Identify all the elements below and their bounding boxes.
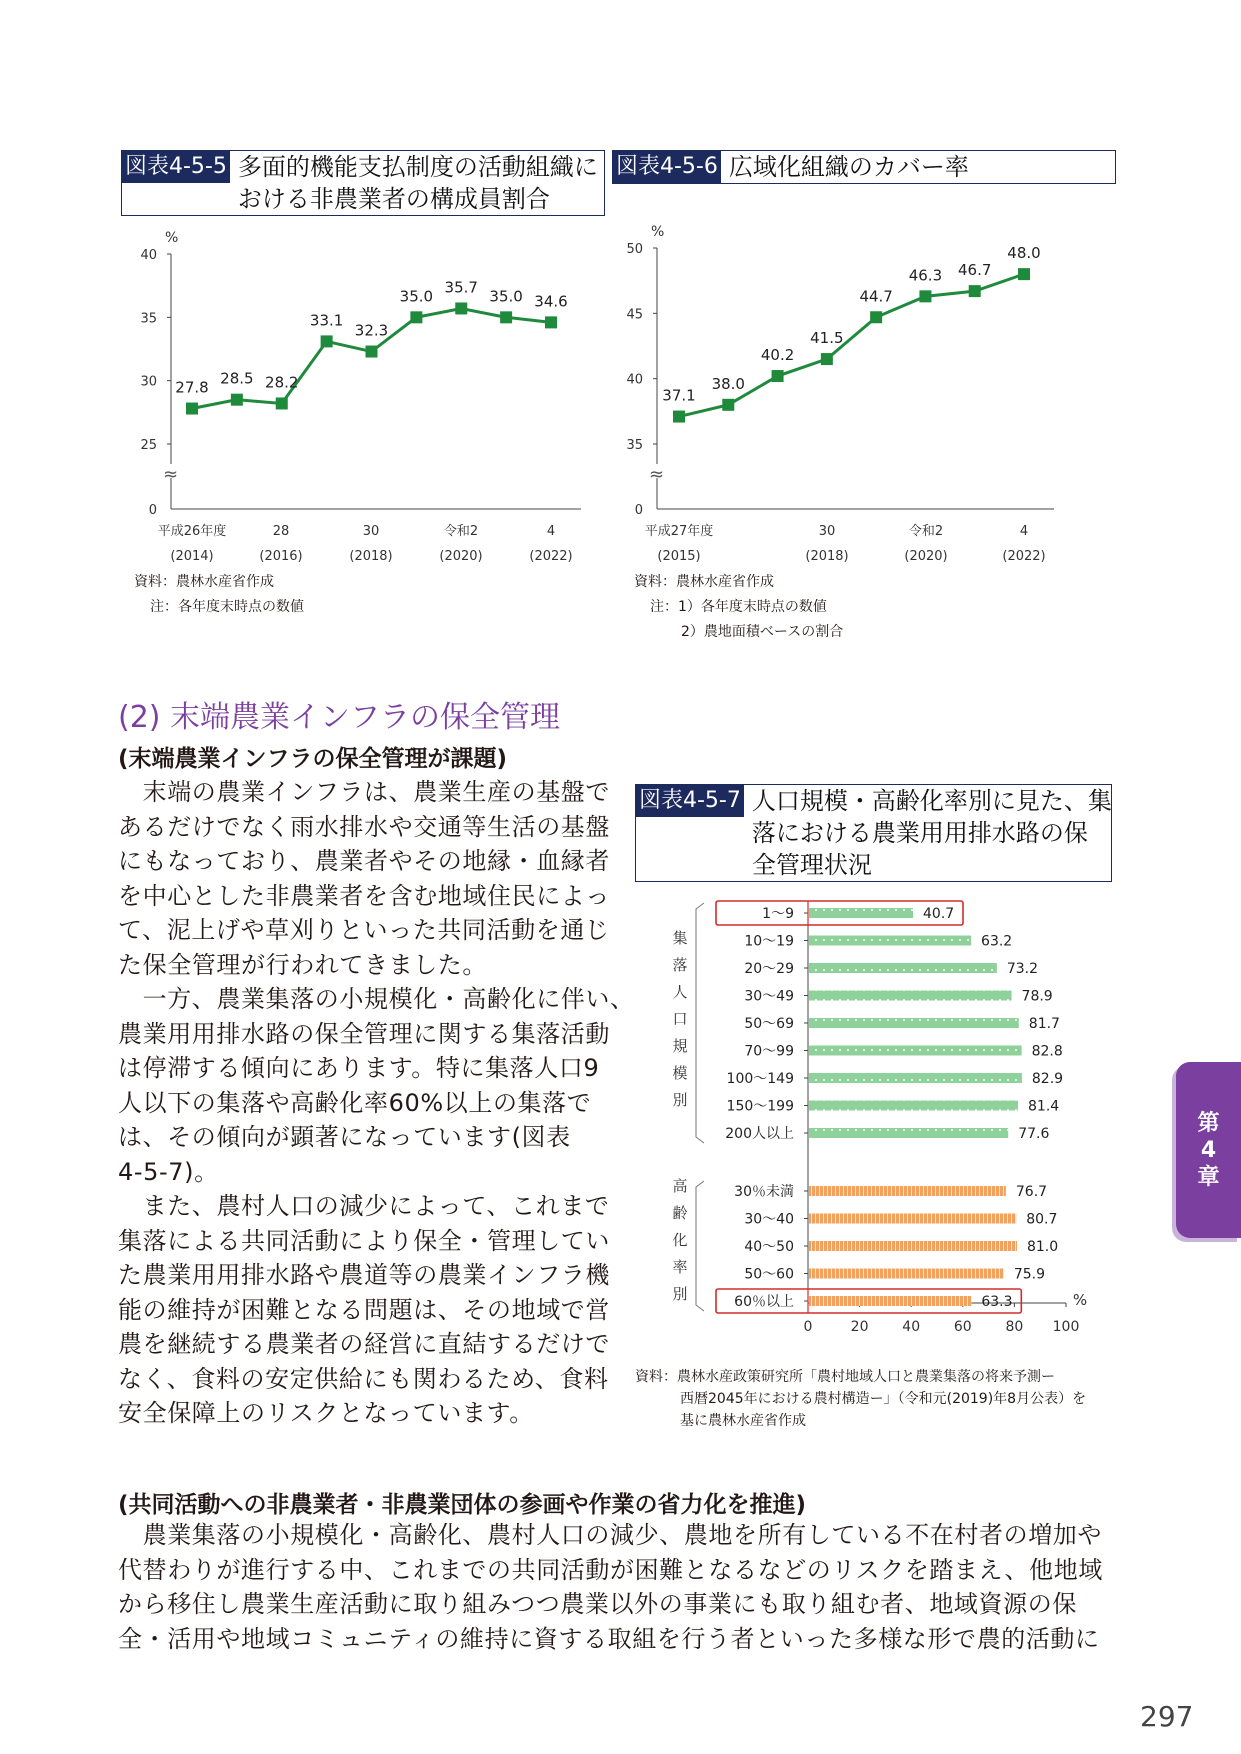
bar xyxy=(809,963,997,973)
group-label-char: 別 xyxy=(672,1285,688,1303)
source-line: 基に農林水産省作成 xyxy=(680,1413,806,1429)
y-tick-label: 30 xyxy=(140,374,157,390)
data-label: 32.3 xyxy=(354,321,389,340)
chart1-note: 注：各年度末時点の数値 xyxy=(150,599,304,615)
x-tick-label: 30 xyxy=(818,524,836,539)
bar-value-label: 82.9 xyxy=(1031,1071,1064,1087)
body-line: 代替わりが進行する中、これまでの共同活動が困難となるなどのリスクを踏まえ、他地域 xyxy=(118,1555,1103,1584)
y-tick-label: 40 xyxy=(140,248,157,263)
chapter-tab-char: 4 xyxy=(1200,1137,1217,1163)
chapter-tab-char: 第 xyxy=(1197,1110,1220,1136)
data-point xyxy=(919,290,931,302)
subheading-2: (共同活動への非農業者・非農業団体の参画や作業の省力化を推進) xyxy=(118,1492,807,1518)
category-label: 20〜29 xyxy=(744,961,794,977)
category-label: 50〜69 xyxy=(744,1016,794,1032)
bar xyxy=(809,1296,971,1306)
group-label-char: 落 xyxy=(672,956,688,974)
category-label: 200人以上 xyxy=(725,1126,794,1142)
bar xyxy=(809,1269,1004,1279)
x-tick-label: 30 xyxy=(362,524,380,539)
x-tick-label: (2020) xyxy=(439,549,483,564)
figure-title xyxy=(230,151,602,215)
bar-value-label: 75.9 xyxy=(1013,1266,1045,1283)
y-tick-label: 0 xyxy=(148,503,157,518)
group-label-char: 模 xyxy=(672,1064,688,1082)
bar xyxy=(809,991,1012,1001)
data-point xyxy=(545,316,557,328)
category-label: 1〜9 xyxy=(762,906,794,922)
y-axis-unit: % xyxy=(165,230,179,246)
group-label-char: 高 xyxy=(672,1177,688,1195)
bar xyxy=(809,1073,1022,1083)
chart2-source: 資料：農林水産省作成 xyxy=(634,574,774,590)
subheading-1: (末端農業インフラの保全管理が課題) xyxy=(118,746,508,772)
data-point xyxy=(870,311,882,323)
data-label: 35.0 xyxy=(399,287,434,306)
bar-value-label: 63.3 xyxy=(981,1294,1013,1310)
x-tick-label: 100 xyxy=(1052,1319,1080,1335)
data-label: 38.0 xyxy=(711,374,745,393)
body-line: は停滞する傾向にあります。特に集落人口9 xyxy=(118,1054,600,1082)
body-line: 人以下の集落や高齢化率60%以上の集落で xyxy=(118,1088,592,1117)
chart-canal-management xyxy=(660,895,1110,1355)
figure-title-line: 落における農業用用排水路の保 xyxy=(751,819,1088,847)
y-tick-label: 0 xyxy=(634,503,643,518)
bar-value-label: 76.7 xyxy=(1015,1184,1048,1200)
body-line: た農業用用排水路や農道等の農業インフラ機 xyxy=(118,1261,610,1289)
source-line: 西暦2045年における農村構造ー」（令和元(2019)年8月公表）を xyxy=(680,1391,1087,1407)
data-label: 46.3 xyxy=(908,266,943,285)
bar-value-label: 63.2 xyxy=(981,933,1013,950)
x-tick-label: 20 xyxy=(850,1319,869,1335)
chart2-note-1: 注：1）各年度末時点の数値 xyxy=(650,599,827,615)
group-label-char: 別 xyxy=(672,1091,688,1109)
group-bracket xyxy=(696,1181,704,1311)
y-tick-label: 35 xyxy=(626,438,643,453)
y-tick-label: 40 xyxy=(626,372,643,388)
x-tick-label: 40 xyxy=(902,1319,921,1335)
data-label: 40.2 xyxy=(760,346,795,365)
bar xyxy=(809,1241,1017,1251)
y-tick-label: 35 xyxy=(140,311,157,327)
y-tick-label: 50 xyxy=(626,242,643,257)
category-label: 30〜40 xyxy=(744,1211,794,1228)
category-label: 40〜50 xyxy=(744,1239,794,1255)
data-label: 35.0 xyxy=(489,287,523,306)
body-line: 集落による共同活動により保全・管理してい xyxy=(118,1226,610,1255)
bar xyxy=(809,1018,1019,1028)
data-point xyxy=(1018,268,1030,280)
data-point xyxy=(772,370,784,382)
x-tick-label: (2014) xyxy=(170,549,214,564)
chart2-note-2: 2）農地面積ベースの割合 xyxy=(681,624,844,640)
x-tick-label: (2020) xyxy=(904,549,948,564)
data-point xyxy=(321,335,333,347)
body-line: にもなっており、農業者やその地縁・血縁者 xyxy=(118,847,610,875)
data-point xyxy=(500,311,512,323)
group-label-char: 齢 xyxy=(672,1204,688,1222)
figure-tag: 図表4-5-6 xyxy=(613,151,721,183)
body-line: た保全管理が行われてきました。 xyxy=(118,950,487,979)
figure-title-line: 多面的機能支払制度の活動組織に xyxy=(237,153,598,181)
figure-title-line: 広域化組織のカバー率 xyxy=(728,153,969,181)
group-label-char: 規 xyxy=(672,1037,688,1055)
data-label: 27.8 xyxy=(175,378,209,397)
body-line: 全・活用や地域コミュニティの維持に資する取組を行う者といった多様な形で農的活動に xyxy=(118,1624,1100,1653)
bar-value-label: 81.4 xyxy=(1028,1098,1060,1115)
data-label: 41.5 xyxy=(810,329,844,348)
x-tick-label: (2022) xyxy=(1002,549,1046,564)
body-line: なく、食料の安定供給にも関わるため、食料 xyxy=(118,1364,609,1393)
category-label: 50〜60 xyxy=(744,1266,794,1283)
bar-value-label: 81.0 xyxy=(1026,1239,1059,1255)
bar xyxy=(809,1214,1016,1224)
data-point xyxy=(673,411,685,423)
source-line: 資料：農林水産政策研究所「農村地域人口と農業集落の将来予測ー xyxy=(635,1369,1055,1385)
bar xyxy=(809,1186,1006,1196)
x-tick-label: 平成26年度 xyxy=(157,524,227,539)
x-tick-label: 60 xyxy=(953,1319,972,1335)
body-line: 農業用用排水路の保全管理に関する集落活動 xyxy=(118,1019,610,1048)
category-label: 100〜149 xyxy=(726,1071,794,1087)
data-label: 28.5 xyxy=(220,369,254,388)
figure-title-line: おける非農業者の構成員割合 xyxy=(237,185,550,213)
group-label-char: 率 xyxy=(672,1258,688,1276)
data-point xyxy=(455,302,467,314)
x-tick-label: 80 xyxy=(1005,1319,1024,1335)
body-line: を中心とした非農業者を含む地域住民によっ xyxy=(118,881,610,910)
body-line: て、泥上げや草刈りといった共同活動を通じ xyxy=(118,916,610,944)
bar-value-label: 78.9 xyxy=(1021,988,1053,1005)
body-paragraph-1 xyxy=(118,775,635,1431)
x-tick-label: 令和2 xyxy=(908,524,944,539)
axis-break: ≈ xyxy=(163,464,179,485)
category-label: 30〜49 xyxy=(744,988,794,1005)
data-label: 35.7 xyxy=(444,278,478,297)
bar-value-label: 73.2 xyxy=(1006,961,1039,977)
figure-title-line: 全管理状況 xyxy=(751,851,872,879)
data-label: 28.2 xyxy=(265,373,299,392)
figure-4-5-7-header xyxy=(635,784,1112,882)
figure-4-5-6-header xyxy=(612,150,1116,184)
data-label: 46.7 xyxy=(958,261,992,280)
chart-nonfarmer-ratio xyxy=(121,222,591,572)
bar xyxy=(809,1128,1008,1138)
x-tick-label: 令和2 xyxy=(443,524,479,539)
bar-value-label: 80.7 xyxy=(1026,1211,1058,1228)
data-label: 33.1 xyxy=(309,311,344,330)
figure-title-line: 人口規模・高齢化率別に見た、集 xyxy=(751,787,1112,815)
x-tick-label: (2018) xyxy=(349,549,393,564)
x-tick-label: (2022) xyxy=(529,549,573,564)
data-point xyxy=(821,353,833,365)
x-tick-label: (2015) xyxy=(657,549,701,564)
body-line: 末端の農業インフラは、農業生産の基盤で xyxy=(118,778,610,806)
y-tick-label: 25 xyxy=(140,438,157,453)
category-label: 10〜19 xyxy=(744,933,794,950)
bar-value-label: 82.8 xyxy=(1031,1043,1063,1060)
data-label: 37.1 xyxy=(662,386,696,405)
data-point xyxy=(186,403,198,415)
category-label: 150〜199 xyxy=(726,1098,794,1115)
body-paragraph-2 xyxy=(118,1518,1108,1656)
figure-tag: 図表4-5-7 xyxy=(636,785,744,817)
body-line: あるだけでなく雨水排水や交通等生活の基盤 xyxy=(118,812,610,841)
chapter-tab[interactable] xyxy=(1176,1062,1241,1238)
bar xyxy=(809,936,971,946)
figure-4-5-5-header xyxy=(121,150,605,216)
figure-tag: 図表4-5-5 xyxy=(122,151,230,183)
body-line: 農を継続する農業者の経営に直結するだけで xyxy=(118,1330,610,1358)
body-line: から移住し農業生産活動に取り組みつつ農業以外の事業にも取り組む者、地域資源の保 xyxy=(118,1590,1077,1618)
bar xyxy=(809,1101,1018,1111)
chart3-source xyxy=(635,1366,1086,1432)
data-label: 44.7 xyxy=(859,287,893,306)
data-point xyxy=(276,397,288,409)
group-label-char: 人 xyxy=(672,983,688,1001)
x-tick-label: 平成27年度 xyxy=(644,524,714,539)
data-label: 34.6 xyxy=(534,292,568,311)
bar xyxy=(809,908,913,918)
category-label: 60％以上 xyxy=(734,1294,794,1310)
data-point xyxy=(722,399,734,411)
data-point xyxy=(410,311,422,323)
chart1-source: 資料：農林水産省作成 xyxy=(134,574,274,590)
data-point xyxy=(231,394,243,406)
body-line: 4-5-7)。 xyxy=(118,1157,219,1186)
data-label: 48.0 xyxy=(1007,244,1041,263)
bar-value-label: 77.6 xyxy=(1018,1126,1050,1142)
x-tick-label: 4 xyxy=(1019,524,1029,539)
body-line: また、農村人口の減少によって、これまで xyxy=(118,1192,610,1220)
y-tick-label: 45 xyxy=(626,307,643,323)
x-tick-label: 0 xyxy=(803,1319,813,1335)
section-title: (2) 末端農業インフラの保全管理 xyxy=(118,700,561,735)
chart-coverage-rate xyxy=(612,222,1082,572)
data-point xyxy=(366,346,378,358)
figure-title xyxy=(721,151,973,183)
group-label-char: 化 xyxy=(672,1231,688,1249)
body-line: 農業集落の小規模化・高齢化、農村人口の減少、農地を所有している不在村者の増加や xyxy=(118,1521,1102,1549)
group-bracket xyxy=(696,903,704,1143)
bar-value-label: 40.7 xyxy=(923,906,955,922)
x-axis-unit: % xyxy=(1072,1291,1088,1309)
chapter-tab-char: 章 xyxy=(1197,1164,1220,1190)
body-line: 一方、農業集落の小規模化・高齢化に伴い、 xyxy=(118,985,635,1013)
axis-break: ≈ xyxy=(649,464,665,485)
body-line: は、その傾向が顕著になっています(図表 xyxy=(118,1123,571,1151)
x-tick-label: (2016) xyxy=(259,549,303,564)
data-point xyxy=(969,285,981,297)
group-label-char: 集 xyxy=(672,929,688,947)
body-line: 安全保障上のリスクとなっています。 xyxy=(118,1399,534,1427)
x-tick-label: (2018) xyxy=(805,549,849,564)
y-axis-unit: % xyxy=(651,224,665,240)
group-label-char: 口 xyxy=(672,1010,688,1028)
page-number: 297 xyxy=(1140,1700,1194,1733)
category-label: 30％未満 xyxy=(734,1184,794,1200)
bar-value-label: 81.7 xyxy=(1028,1016,1060,1032)
x-tick-label: 28 xyxy=(272,524,290,539)
figure-title xyxy=(744,785,1116,881)
body-line: 能の維持が困難となる問題は、その地域で営 xyxy=(118,1295,610,1324)
category-label: 70〜99 xyxy=(744,1043,794,1060)
bar xyxy=(809,1046,1022,1056)
x-tick-label: 4 xyxy=(546,524,556,539)
